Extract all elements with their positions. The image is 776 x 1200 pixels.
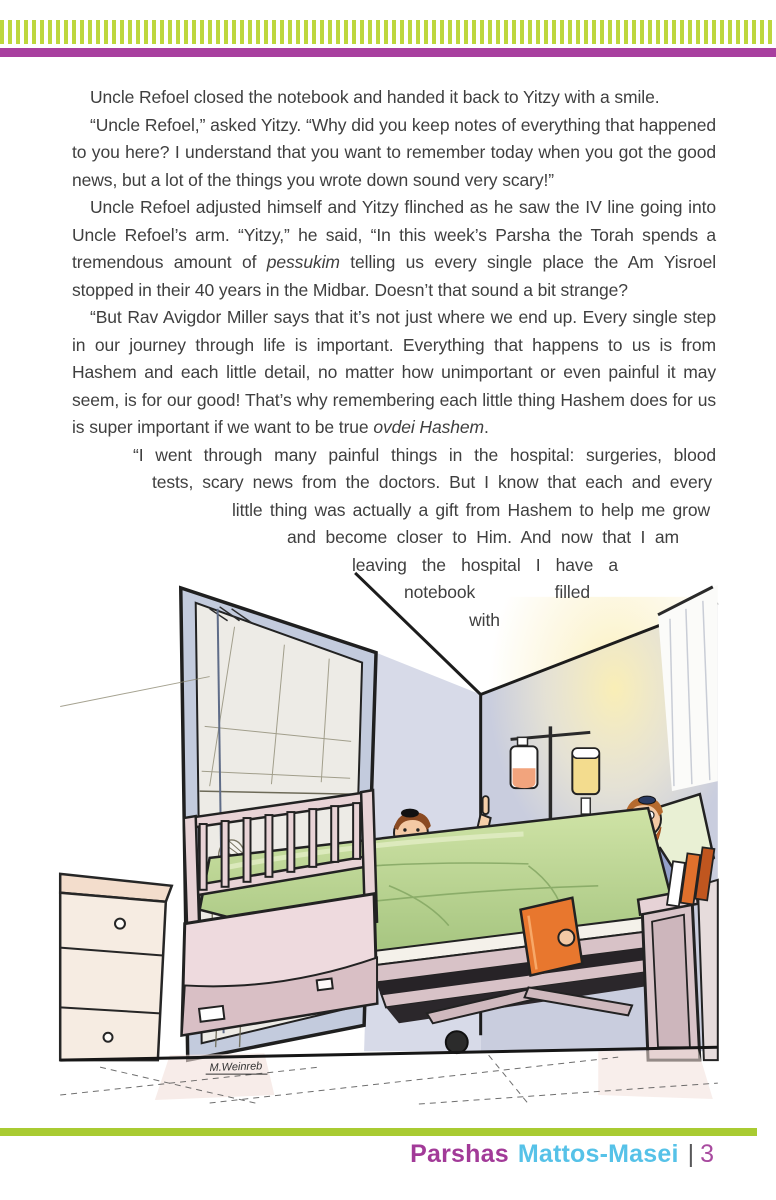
footboard [638,889,700,1060]
paragraph-3-italic-term: pessukim [266,252,340,272]
wrapped-line: little thing was actually a gift from Hashem to help me grow [232,499,710,520]
wrapped-line: with [469,609,500,630]
kippah [639,796,656,804]
kippah [401,809,419,818]
bed-wheel [446,1031,468,1053]
dresser [60,874,172,1060]
hospital-room-illustration [58,557,720,1105]
footer-green-bar [0,1128,757,1136]
story-paragraph-3 [72,194,716,304]
top-stripe-border [0,20,776,44]
paragraph-3-text: Uncle Refoel adjusted himself and Yitzy flinched as he saw the IV line going into Uncle Refoel’s arm. “Yitzy,” he said, “In this week’s Parsha the Torah spends a tremendous amount of [72,197,716,272]
wrapped-line: “I went through many painful things in the hospital: surgeries, blood [133,444,716,465]
footer-divider: | [687,1140,695,1168]
story-text [72,84,716,634]
iv-bag-left [511,746,538,788]
story-paragraph-4 [72,304,716,442]
paragraph-3-text-end: telling us every single place the Am Yisroel stopped in their 40 years in the Midbar. Doesn’t that sound a bit strange? [72,252,716,300]
footer [410,1140,714,1169]
wrapped-line: leaving the hospital I have a [352,554,618,575]
story-paragraph-1: Uncle Refoel closed the notebook and handed it back to Yitzy with a smile. [90,87,660,107]
artist-signature: M.Weinreb [209,1060,263,1075]
patient-hand [558,930,574,946]
top-magenta-bar [0,48,776,57]
wrapped-line: notebook filled [404,582,590,602]
footer-parsha-name: Mattos-Masei [517,1140,679,1168]
wrapped-line: tests, scary news from the doctors. But I know that each and every [152,472,712,492]
footer-parshas-label: Parshas [410,1140,509,1168]
drawer-knob [104,1033,113,1042]
story-paragraph-2: “Uncle Refoel,” asked Yitzy. “Why did you keep notes of everything that happened to you here? I understand that you want to remember today when you got the good news, but a lot of the things you wrote down sound very scary!” [72,114,716,190]
paragraph-4-text-end: . [484,417,489,437]
pointing-finger [483,796,489,814]
paragraph-4-italic-term: ovdei Hashem [373,417,484,437]
story-paragraph-5-wrapped [72,442,716,635]
wrapped-line: and become closer to Him. And now that I am [287,527,679,547]
paragraph-4-text: “But Rav Avigdor Miller says that it’s not just where we end up. Every single step in our journey through life is important. Everything that happens to us is from Hashem and each little detail, no matter how unimportant or even painful it may seem, is for our good! That’s why remembering each little thing Hashem does for us is super important if we want to be true [72,307,716,437]
drawer-knob [115,919,125,929]
orange-notebook [521,898,583,976]
footer-page-number: 3 [700,1140,714,1168]
